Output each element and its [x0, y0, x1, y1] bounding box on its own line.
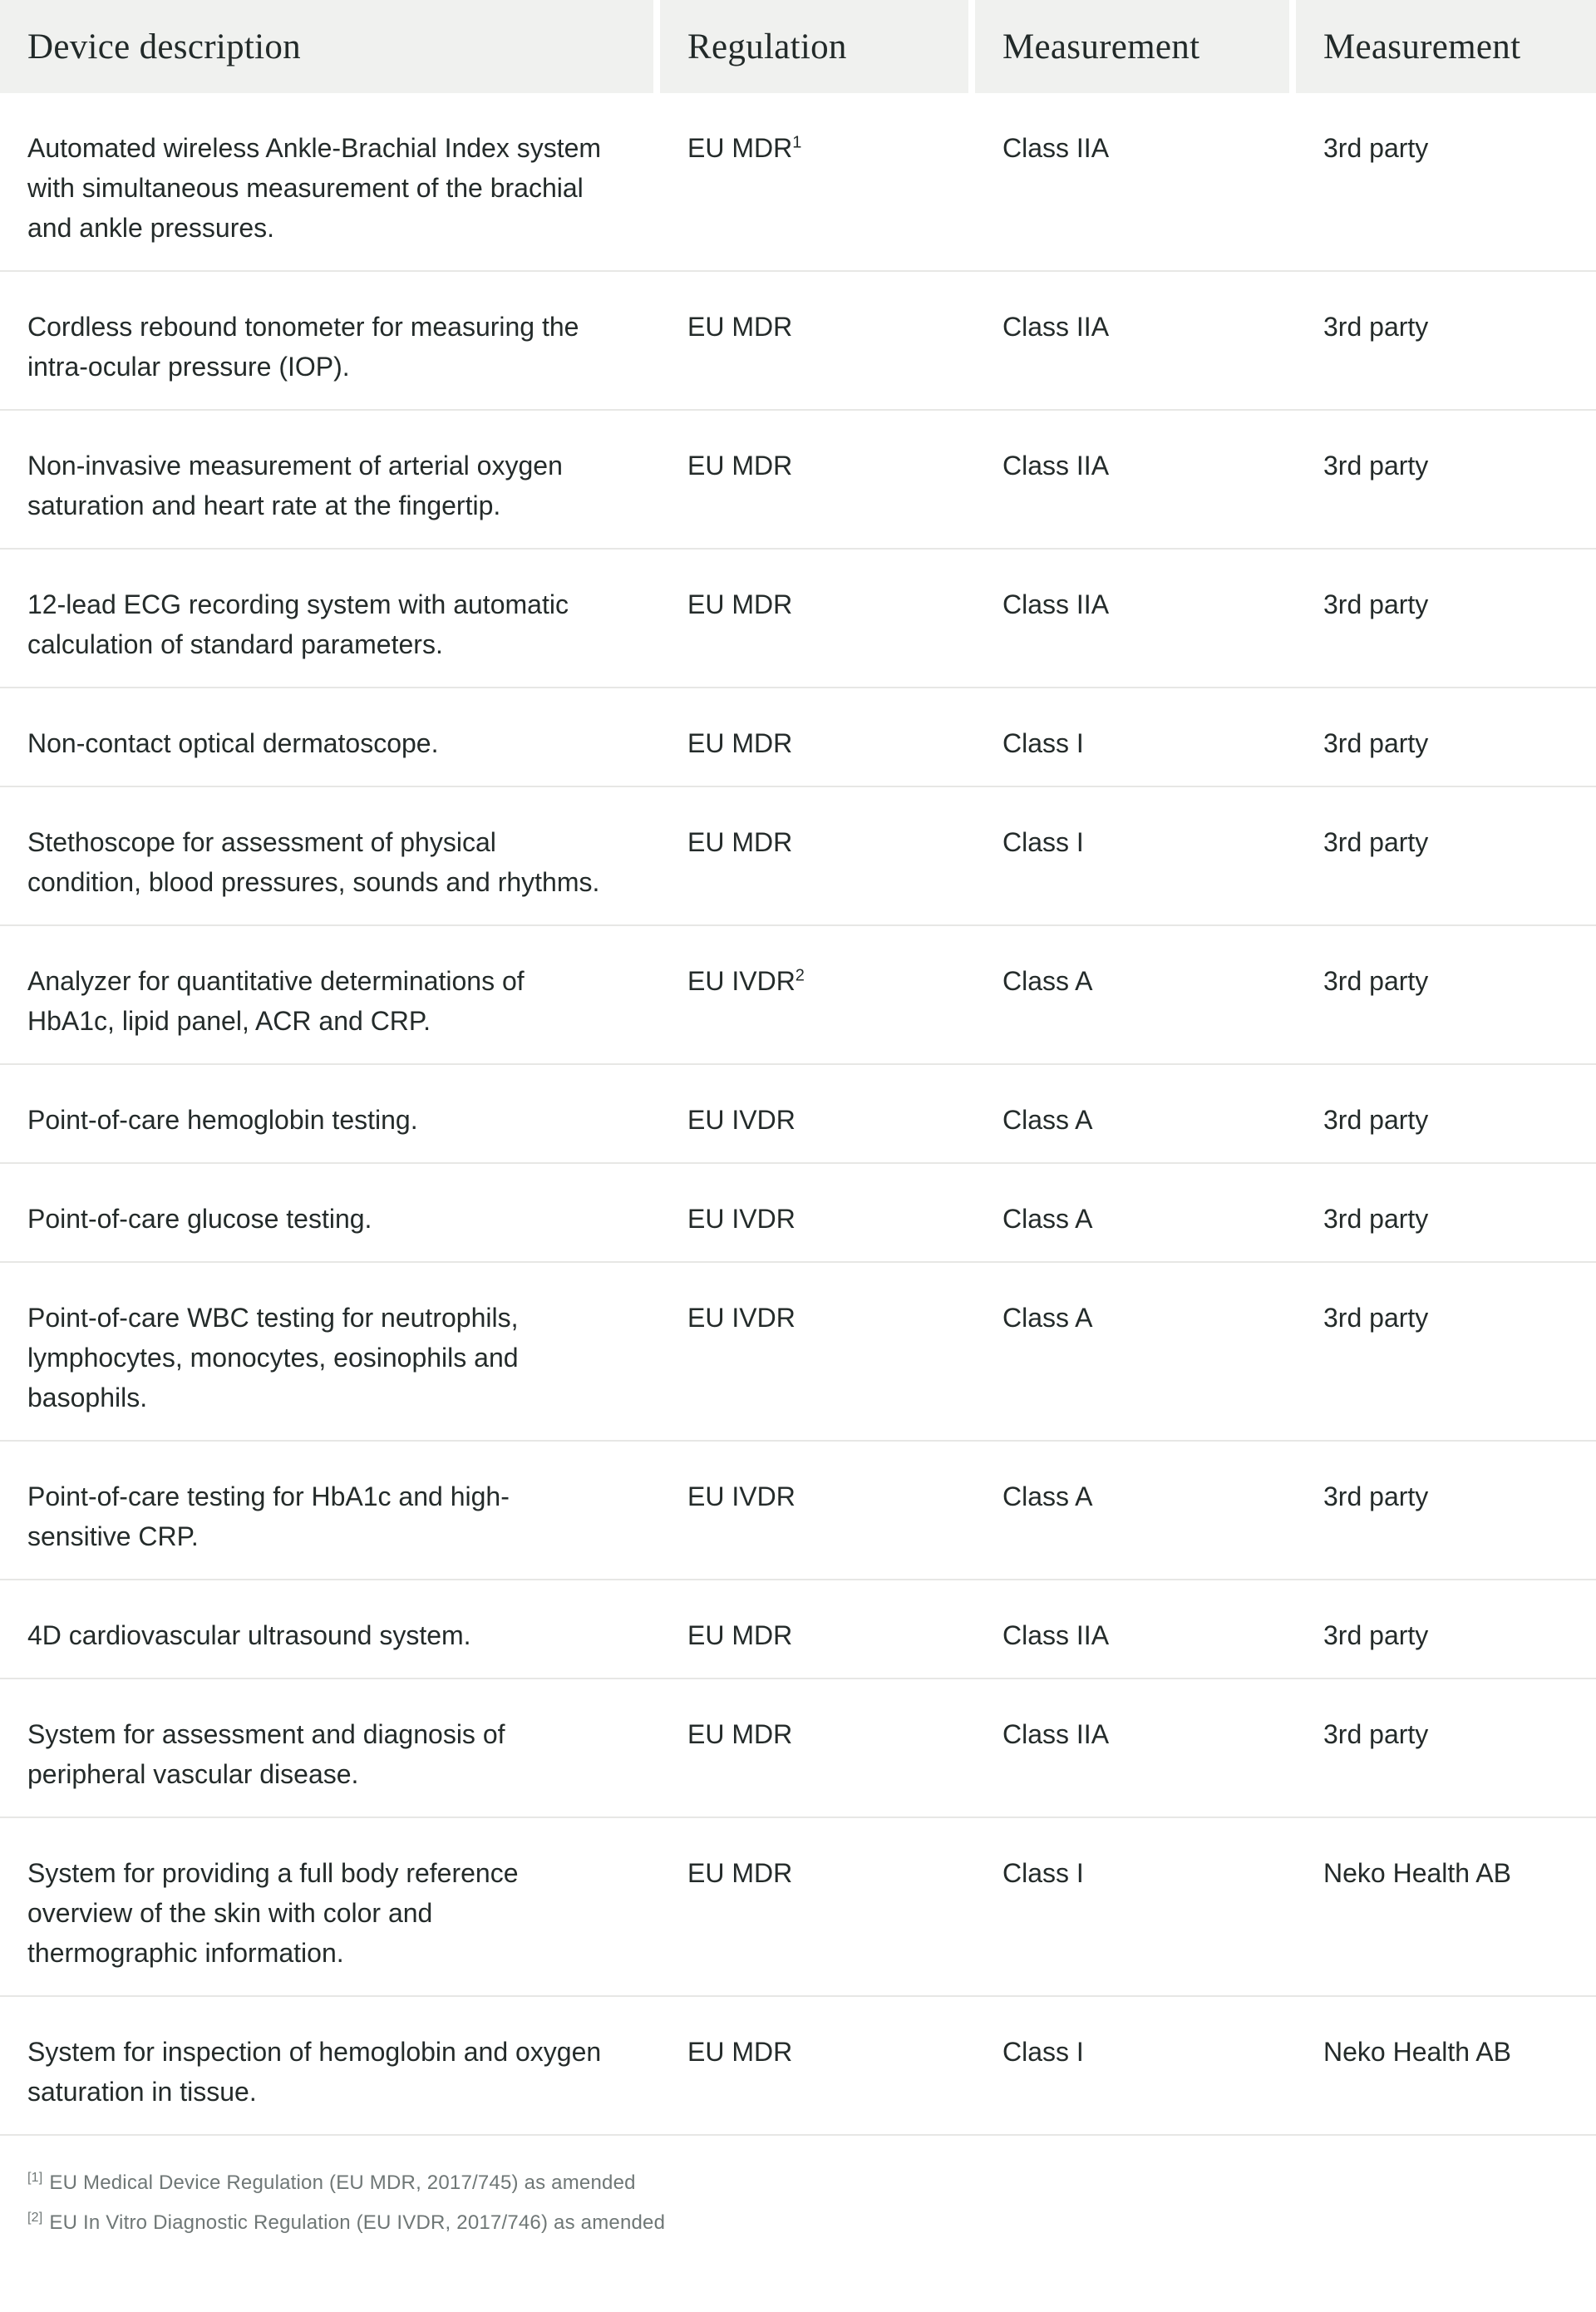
certifier-value: 3rd party — [1323, 1481, 1429, 1511]
column-header-measurement-class: Measurement — [975, 0, 1289, 93]
measurement-class-cell — [975, 1714, 1289, 1794]
table-row — [0, 1580, 1596, 1679]
footnote-1-marker: [1] — [27, 2171, 43, 2185]
device-description: Non-contact optical dermatoscope. — [27, 728, 439, 758]
measurement-certifier-cell — [1296, 1298, 1596, 1417]
measurement-class-cell — [975, 446, 1289, 525]
certifier-value: 3rd party — [1323, 1303, 1429, 1333]
device-description: 4D cardiovascular ultrasound system. — [27, 1620, 471, 1650]
footnote-1 — [27, 2161, 1596, 2201]
regulation-value: EU MDR — [687, 451, 793, 481]
classification-value: Class IIA — [1002, 1620, 1110, 1650]
device-description-cell — [0, 961, 653, 1041]
device-description: Point-of-care WBC testing for neutrophils, lymphocytes, monocytes, eosinophils and basophils. — [27, 1303, 519, 1412]
classification-value: Class I — [1002, 827, 1084, 857]
measurement-class-cell — [975, 128, 1289, 248]
measurement-certifier-cell — [1296, 128, 1596, 248]
classification-value: Class IIA — [1002, 312, 1110, 342]
regulation-value: EU MDR — [687, 2037, 793, 2067]
footnote-1-text: EU Medical Device Regulation (EU MDR, 2017/745) as amended — [49, 2172, 636, 2194]
certifier-value: 3rd party — [1323, 827, 1429, 857]
device-description: System for assessment and diagnosis of peripheral vascular disease. — [27, 1719, 505, 1789]
table-row — [0, 272, 1596, 411]
measurement-certifier-cell — [1296, 723, 1596, 763]
table-row — [0, 1818, 1596, 1997]
measurement-class-cell — [975, 1100, 1289, 1140]
regulation-value: EU MDR — [687, 1719, 793, 1749]
measurement-class-cell — [975, 584, 1289, 664]
table-row — [0, 1679, 1596, 1818]
certifier-value: 3rd party — [1323, 1204, 1429, 1234]
device-description-cell — [0, 446, 653, 525]
regulation-cell — [660, 961, 968, 1041]
device-description-cell — [0, 2032, 653, 2112]
table-row — [0, 1442, 1596, 1580]
classification-value: Class A — [1002, 1481, 1093, 1511]
table-row — [0, 93, 1596, 272]
certifier-value: Neko Health AB — [1323, 2037, 1511, 2067]
device-description: Point-of-care testing for HbA1c and high-sensitive CRP. — [27, 1481, 510, 1551]
measurement-class-cell — [975, 822, 1289, 902]
measurement-certifier-cell — [1296, 1615, 1596, 1655]
footnote-2-marker: [2] — [27, 2211, 43, 2225]
device-description-cell — [0, 1853, 653, 1973]
regulation-cell — [660, 307, 968, 387]
device-description-cell — [0, 1714, 653, 1794]
regulation-cell — [660, 1298, 968, 1417]
device-description: Cordless rebound tonometer for measuring the intra-ocular pressure (IOP). — [27, 312, 579, 382]
regulation-value: EU MDR$^1$ — [687, 133, 802, 163]
device-description-cell — [0, 822, 653, 902]
regulation-value: EU MDR — [687, 589, 793, 619]
classification-value: Class IIA — [1002, 1719, 1110, 1749]
device-description: System for inspection of hemoglobin and oxygen saturation in tissue. — [27, 2037, 602, 2107]
regulation-cell — [660, 1615, 968, 1655]
device-description: Analyzer for quantitative determinations of HbA1c, lipid panel, ACR and CRP. — [27, 966, 525, 1036]
footnotes — [0, 2136, 1596, 2241]
regulation-cell — [660, 723, 968, 763]
device-description: Automated wireless Ankle-Brachial Index system with simultaneous measurement of the brachial and ankle pressures. — [27, 133, 602, 243]
table-row — [0, 926, 1596, 1065]
regulation-cell — [660, 1476, 968, 1556]
column-header-regulation: Regulation — [660, 0, 968, 93]
certifier-value: 3rd party — [1323, 1105, 1429, 1135]
column-header-measurement-certifier: Measurement — [1296, 0, 1596, 93]
regulation-cell — [660, 1199, 968, 1239]
regulation-value: EU MDR — [687, 1620, 793, 1650]
measurement-class-cell — [975, 1476, 1289, 1556]
regulation-cell — [660, 1100, 968, 1140]
regulation-value: EU IVDR — [687, 1204, 796, 1234]
device-description: System for providing a full body reference overview of the skin with color and thermographic information. — [27, 1858, 519, 1968]
device-description: Non-invasive measurement of arterial oxygen saturation and heart rate at the fingertip. — [27, 451, 563, 520]
device-description: 12-lead ECG recording system with automatic calculation of standard parameters. — [27, 589, 569, 659]
certifier-value: 3rd party — [1323, 451, 1429, 481]
device-description-cell — [0, 307, 653, 387]
certifier-value: 3rd party — [1323, 589, 1429, 619]
measurement-certifier-cell — [1296, 2032, 1596, 2112]
device-description-cell — [0, 1615, 653, 1655]
measurement-certifier-cell — [1296, 1714, 1596, 1794]
measurement-certifier-cell — [1296, 1100, 1596, 1140]
measurement-certifier-cell — [1296, 1199, 1596, 1239]
regulation-cell — [660, 584, 968, 664]
device-description-cell — [0, 1298, 653, 1417]
certifier-value: 3rd party — [1323, 1719, 1429, 1749]
device-description-cell — [0, 1100, 653, 1140]
table-row — [0, 787, 1596, 926]
certifier-value: 3rd party — [1323, 1620, 1429, 1650]
regulation-value: EU IVDR — [687, 1303, 796, 1333]
measurement-class-cell — [975, 723, 1289, 763]
regulation-footnote-marker: 2 — [795, 966, 805, 985]
measurement-class-cell — [975, 1298, 1289, 1417]
classification-value: Class I — [1002, 2037, 1084, 2067]
measurement-certifier-cell — [1296, 961, 1596, 1041]
measurement-class-cell — [975, 1853, 1289, 1973]
regulation-cell — [660, 128, 968, 248]
classification-value: Class IIA — [1002, 589, 1110, 619]
regulation-value: EU MDR — [687, 827, 793, 857]
device-description-cell — [0, 128, 653, 248]
classification-value: Class A — [1002, 1303, 1093, 1333]
measurement-certifier-cell — [1296, 446, 1596, 525]
classification-value: Class I — [1002, 728, 1084, 758]
device-description-cell — [0, 1199, 653, 1239]
device-description-cell — [0, 1476, 653, 1556]
measurement-class-cell — [975, 2032, 1289, 2112]
classification-value: Class IIA — [1002, 133, 1110, 163]
table-row — [0, 411, 1596, 550]
regulation-cell — [660, 1714, 968, 1794]
footnote-2 — [27, 2201, 1596, 2241]
table-row — [0, 550, 1596, 688]
measurement-class-cell — [975, 1615, 1289, 1655]
device-description: Point-of-care hemoglobin testing. — [27, 1105, 418, 1135]
classification-value: Class I — [1002, 1858, 1084, 1888]
certifier-value: 3rd party — [1323, 133, 1429, 163]
table-body — [0, 93, 1596, 2136]
classification-value: Class A — [1002, 966, 1093, 996]
device-description-cell — [0, 584, 653, 664]
regulation-value: EU IVDR — [687, 1481, 796, 1511]
table-row — [0, 688, 1596, 787]
table-header — [0, 0, 1596, 93]
measurement-class-cell — [975, 307, 1289, 387]
regulation-value: EU MDR — [687, 728, 793, 758]
regulation-cell — [660, 446, 968, 525]
footnote-2-text: EU In Vitro Diagnostic Regulation (EU IVDR, 2017/746) as amended — [49, 2211, 666, 2234]
measurement-certifier-cell — [1296, 1476, 1596, 1556]
regulation-cell — [660, 822, 968, 902]
table-row — [0, 1065, 1596, 1164]
device-description: Stethoscope for assessment of physical condition, blood pressures, sounds and rhythms. — [27, 827, 600, 897]
regulation-footnote-marker: 1 — [792, 133, 802, 152]
certifier-value: Neko Health AB — [1323, 1858, 1511, 1888]
regulation-value: EU MDR — [687, 312, 793, 342]
certifier-value: 3rd party — [1323, 966, 1429, 996]
measurement-class-cell — [975, 961, 1289, 1041]
device-description-cell — [0, 723, 653, 763]
table-row — [0, 1997, 1596, 2136]
measurement-class-cell — [975, 1199, 1289, 1239]
classification-value: Class A — [1002, 1204, 1093, 1234]
measurement-certifier-cell — [1296, 307, 1596, 387]
table-row — [0, 1263, 1596, 1442]
column-header-device-description: Device description — [0, 0, 653, 93]
regulation-value: EU MDR — [687, 1858, 793, 1888]
regulation-value: EU IVDR$^2$ — [687, 966, 805, 996]
measurement-certifier-cell — [1296, 822, 1596, 902]
certifier-value: 3rd party — [1323, 728, 1429, 758]
measurement-certifier-cell — [1296, 584, 1596, 664]
table-row — [0, 1164, 1596, 1263]
certifier-value: 3rd party — [1323, 312, 1429, 342]
measurement-certifier-cell — [1296, 1853, 1596, 1973]
regulation-cell — [660, 2032, 968, 2112]
classification-value: Class IIA — [1002, 451, 1110, 481]
regulation-value: EU IVDR — [687, 1105, 796, 1135]
device-description: Point-of-care glucose testing. — [27, 1204, 372, 1234]
classification-value: Class A — [1002, 1105, 1093, 1135]
regulation-cell — [660, 1853, 968, 1973]
